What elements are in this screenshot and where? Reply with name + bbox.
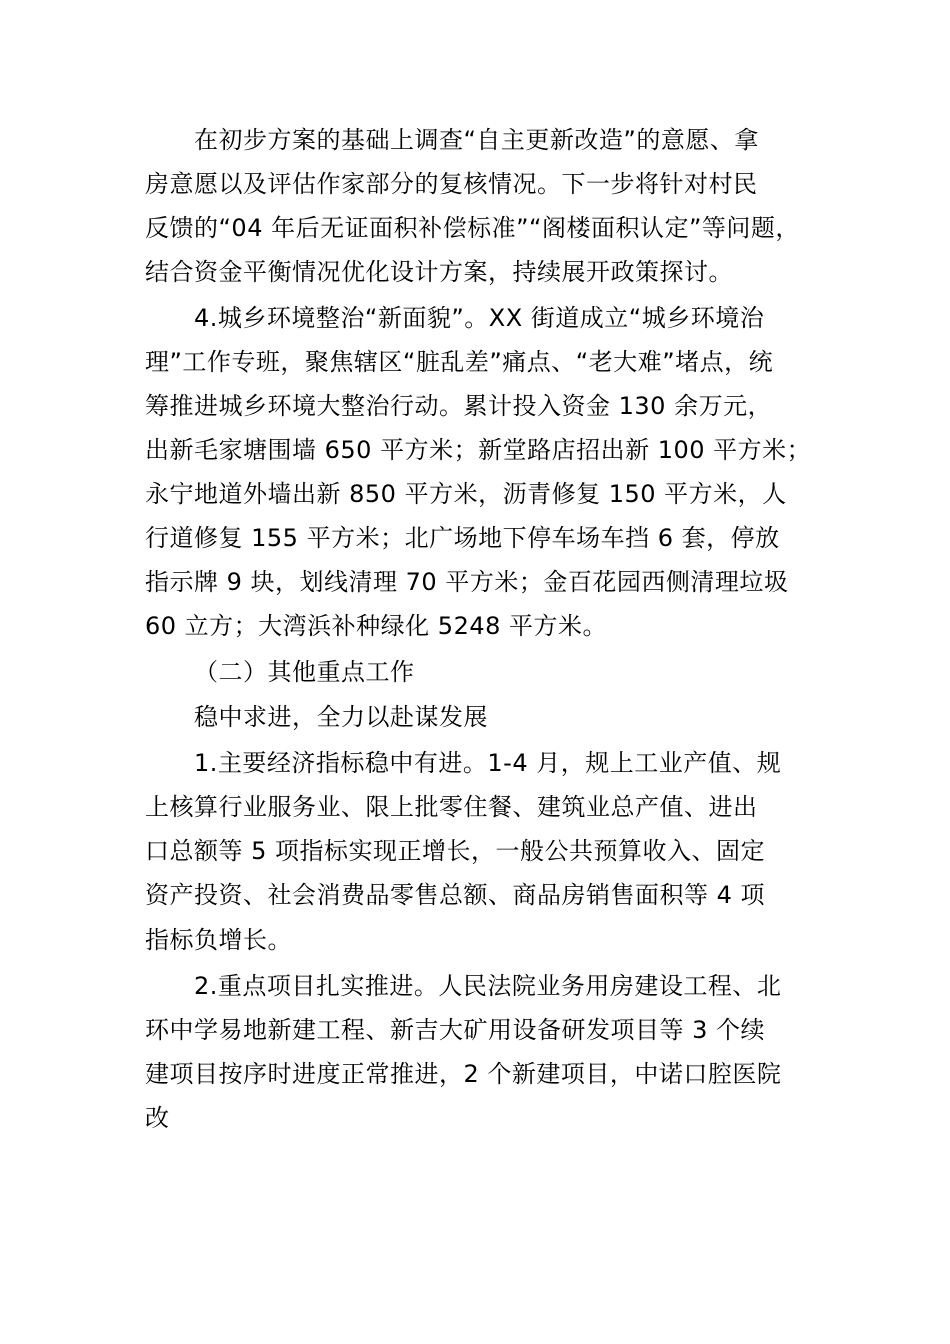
text-line: 永宁地道外墙出新 850 平方米，沥青修复 150 平方米，人 <box>145 480 787 508</box>
section-heading: 2.重点项目扎实推进。人民法院业务用房建设工程、北 <box>194 972 782 1000</box>
text-line: 建项目按序时进度正常推进，2 个新建项目，中诺口腔医院 <box>145 1060 782 1088</box>
section-heading: 4.城乡环境整治“新面貌”。XX 街道成立“城乡环境治 <box>194 304 765 332</box>
text-line: 资产投资、社会消费品零售总额、商品房销售面积等 4 项 <box>145 881 766 909</box>
text-line: 行道修复 155 平方米；北广场地下停车场车挡 6 套，停放 <box>145 524 780 552</box>
text-line: 指示牌 9 块，划线清理 70 平方米；金百花园西侧清理垃圾 <box>145 568 789 596</box>
text-line: 60 立方；大湾浜补种绿化 5248 平方米。 <box>145 612 608 640</box>
text-line: 反馈的“04 年后无证面积补偿标准”“阁楼面积认定”等问题， <box>145 214 800 242</box>
text-line: 房意愿以及评估作家部分的复核情况。下一步将针对村民 <box>145 170 758 198</box>
subsection-heading: （二）其他重点工作 <box>194 658 415 686</box>
text-line: 在初步方案的基础上调查“自主更新改造”的意愿、拿 <box>194 126 759 154</box>
text-line: 上核算行业服务业、限上批零住餐、建筑业总产值、进出 <box>145 793 758 821</box>
text-line: 指标负增长。 <box>145 926 292 954</box>
text-line: 改 <box>145 1104 170 1132</box>
text-line: 出新毛家塘围墙 650 平方米；新堂路店招出新 100 平方米； <box>145 436 812 464</box>
subsection-subtitle: 稳中求进，全力以赴谋发展 <box>194 703 488 731</box>
text-line: 环中学易地新建工程、新吉大矿用设备研发项目等 3 个续 <box>145 1016 766 1044</box>
text-line: 筹推进城乡环境大整治行动。累计投入资金 130 余万元， <box>145 392 773 420</box>
text-line: 结合资金平衡情况优化设计方案，持续展开政策探讨。 <box>145 258 733 286</box>
text-line: 口总额等 5 项指标实现正增长，一般公共预算收入、固定 <box>145 837 766 865</box>
section-heading: 1.主要经济指标稳中有进。1-4 月，规上工业产值、规 <box>194 749 782 777</box>
text-line: 理”工作专班，聚焦辖区“脏乱差”痛点、“老大难”堵点，统 <box>145 348 774 376</box>
